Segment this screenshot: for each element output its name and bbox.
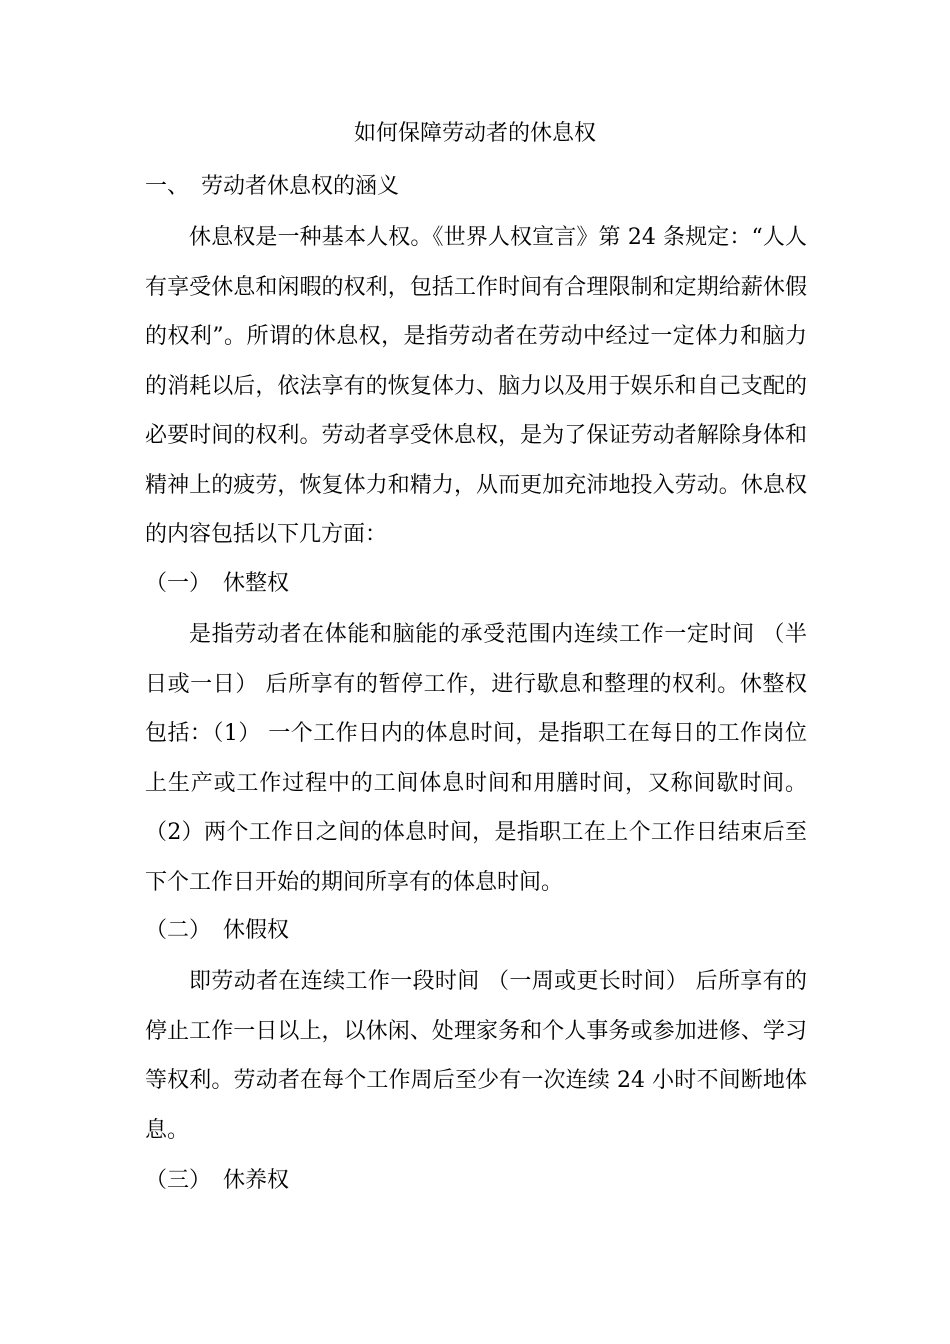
subsection-title: 休养权	[223, 1168, 290, 1193]
subsection-heading-2	[145, 915, 289, 947]
subsection-heading-1	[145, 568, 289, 600]
section-number: 一、	[145, 174, 190, 199]
section-heading-1	[145, 171, 399, 203]
subsection-2-paragraph: 即劳动者在连续工作一段时间 （一周或更长时间） 后所享有的停止工作一日以上，以休闲、处理家务和个人事务或参加进修、学习等权利。劳动者在每个工作周后至少有一次连续 24 小时不间断地体息。	[145, 969, 807, 1143]
subsection-heading-3	[145, 1165, 289, 1197]
subsection-1-paragraph: 是指劳动者在体能和脑能的承受范围内连续工作一定时间 （半日或一日） 后所享有的暂停工作，进行歇息和整理的权利。休整权包括：（1） 一个工作日内的体息时间，是指职工在每日的工作岗位上生产或工作过程中的工间体息时间和用膳时间，又称间歇时间。（2）两个工作日之间的体息时间，是指职工在上个工作日结束后至下个工作日开始的期间所享有的体息时间。	[145, 622, 807, 895]
document-title: 如何保障劳动者的休息权	[353, 121, 596, 146]
subsection-title: 休整权	[223, 571, 290, 596]
subsection-number: （一）	[145, 571, 212, 596]
subsection-number: （二）	[145, 918, 212, 943]
subsection-number: （三）	[145, 1168, 212, 1193]
section-1-paragraph: 休息权是一种基本人权。《世界人权宣言》第 24 条规定：“人人有享受休息和闲暇的权利，包括工作时间有合理限制和定期给薪休假的权利”。所谓的休息权，是指劳动者在劳动中经过一定体力和脑力的消耗以后，依法享有的恢复体力、脑力以及用于娱乐和自己支配的必要时间的权利。劳动者享受休息权，是为了保证劳动者解除身体和精神上的疲劳，恢复体力和精力，从而更加充沛地投入劳动。休息权的内容包括以下几方面：	[145, 225, 807, 547]
subsection-title: 休假权	[223, 918, 290, 943]
section-title: 劳动者休息权的涵义	[201, 174, 400, 199]
